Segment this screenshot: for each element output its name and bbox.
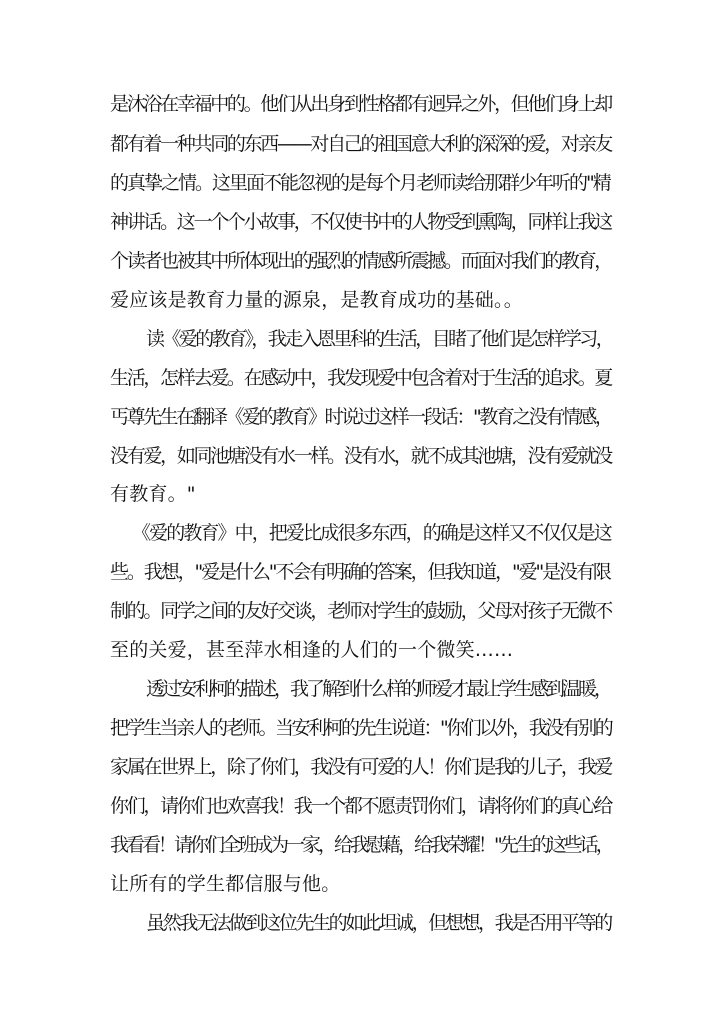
text-line: 把学生当亲人的老师。当安利柯的先生说道："你们以外，我没有别的 (110, 717, 612, 739)
text-line: 至的关爱，甚至萍水相逢的人们的一个微笑…… (110, 639, 514, 661)
text-line: 制的。同学之间的友好交谈，老师对学生的鼓励，父母对孩子无微不 (110, 600, 612, 622)
text-line: 爱应该是教育力量的源泉，是教育成功的基础。。 (110, 289, 523, 311)
text-line: 没有爱，如同池塘没有水一样。没有水，就不成其池塘，没有爱就没 (110, 445, 612, 467)
text-line: 你们，请你们也欢喜我！我一个都不愿责罚你们，请将你们的真心给 (110, 795, 612, 817)
text-line: 透过安利柯的描述，我了解到什么样的师爱才最让学生感到温暖， (146, 678, 611, 700)
text-line: 《爱的教育》中，把爱比成很多东西，的确是这样又不仅仅是这 (132, 522, 611, 544)
text-line: 让所有的学生都信服与他。 (110, 873, 341, 895)
text-line: 是沐浴在幸福中的。他们从出身到性格都有迥异之外，但他们身上却 (110, 93, 612, 115)
text-line: 些。我想，"爱是什么"不会有明确的答案，但我知道，"爱"是没有限 (110, 561, 610, 583)
text-line: 都有着一种共同的东西——对自己的祖国意大利的深深的爱，对亲友 (110, 133, 612, 155)
text-line: 神讲话。这一个个小故事，不仅使书中的人物受到熏陶，同样让我这 (110, 211, 612, 233)
text-line: 读《爱的教育》，我走入恩里科的生活，目睹了他们是怎样学习， (146, 328, 613, 350)
text-line: 的真挚之情。这里面不能忽视的是每个月老师读给那群少年听的"精 (110, 172, 610, 194)
text-line: 个读者也被其中所体现出的强烈的情感所震撼。而面对我们的教育， (110, 250, 612, 272)
text-line: 生活，怎样去爱。在感动中，我发现爱中包含着对于生活的追求。夏 (110, 367, 612, 389)
text-line: 我看看！请你们全班成为一家，给我慰藉，给我荣耀！"先生的这些话， (110, 834, 612, 856)
text-line: 家属在世界上，除了你们，我没有可爱的人！你们是我的儿子，我爱 (110, 756, 612, 778)
text-line: 丐尊先生在翻译《爱的教育》时说过这样一段话："教育之没有情感， (110, 406, 612, 428)
text-line: 虽然我无法做到这位先生的如此坦诚，但想想，我是否用平等的 (146, 912, 611, 934)
text-line: 有教育。" (110, 483, 196, 505)
